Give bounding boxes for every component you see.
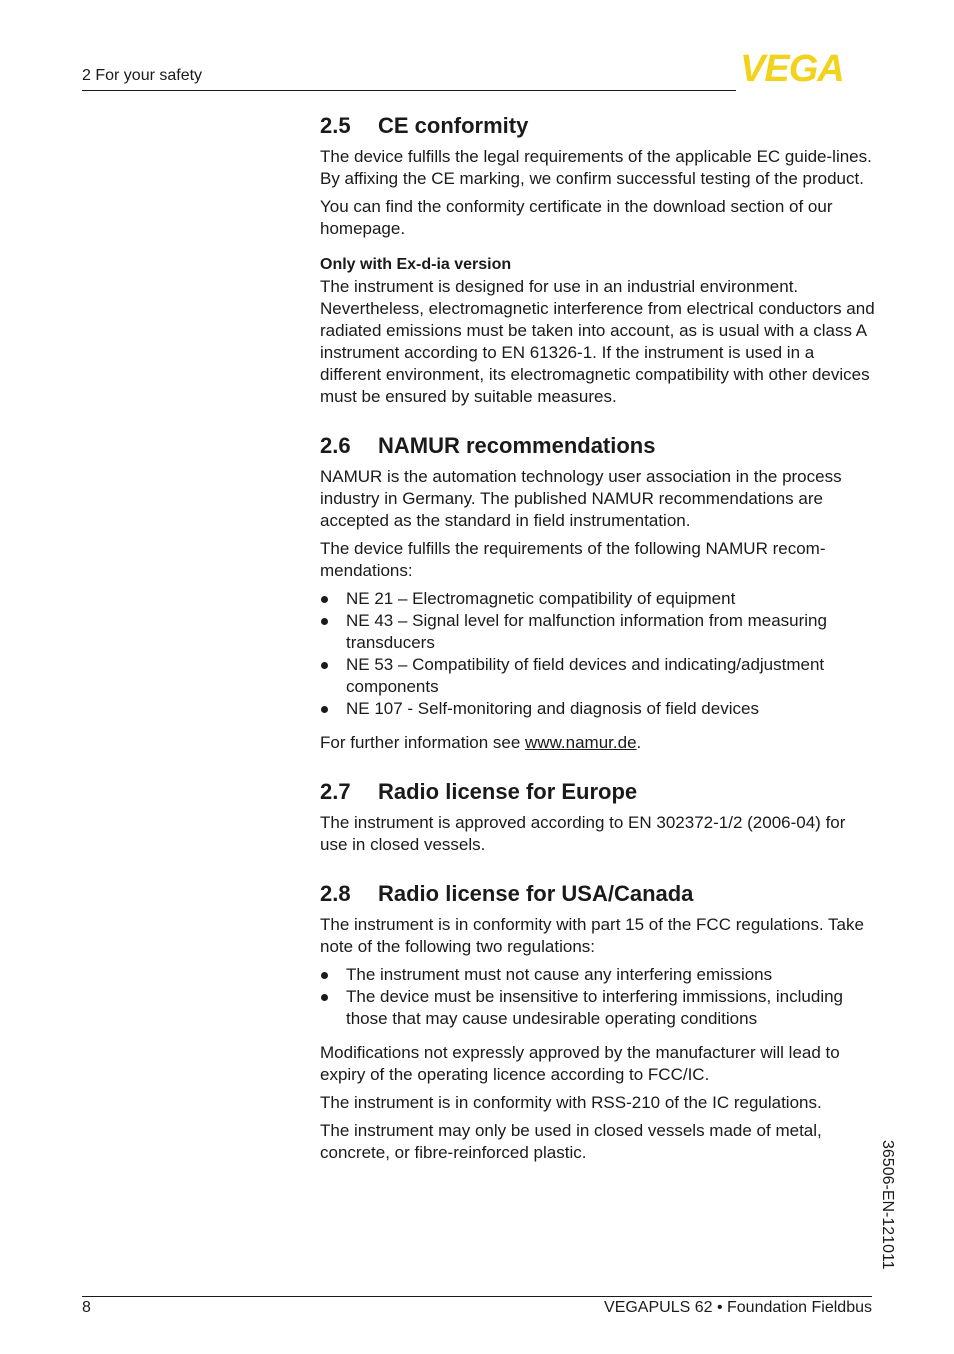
bullet-list [320,964,876,1030]
section-radio-europe [320,778,876,856]
page-number: 8 [82,1299,91,1316]
list-item: NE 43 – Signal level for malfunction information from measuring transducers [320,610,876,654]
section-ce-conformity [320,112,876,408]
bullet-list [320,588,876,720]
section-heading: 2.7 Radio license for Europe [320,779,638,804]
paragraph: The instrument is approved according to EN 302372-1/2 (2006-04) for use in closed vessels. [320,813,846,854]
paragraph: The instrument may only be used in closed vessels made of metal, concrete, or fibre-reinforced plastic. [320,1121,822,1162]
section-heading: 2.6 NAMUR recommendations [320,433,656,458]
paragraph: You can find the conformity certificate in the download section of our homepage. [320,197,833,238]
paragraph: The device fulfills the legal requirements of the applicable EC guide-lines. By affixing the CE marking, we confirm successful testing of the product. [320,147,872,188]
footer-product-name: VEGAPULS 62 • Foundation Fieldbus [604,1299,872,1316]
header-divider [82,90,736,91]
paragraph: Modifications not expressly approved by the manufacturer will lead to expiry of the operating licence according to FCC/IC. [320,1043,840,1084]
paragraph: For further information see www.namur.de. [320,733,642,752]
subheading: Only with Ex-d-ia version [320,256,512,273]
list-item: NE 21 – Electromagnetic compatibility of equipment [320,588,876,610]
paragraph: The instrument is in conformity with part 15 of the FCC regulations. Take note of the following two regulations: [320,915,864,956]
logo-wordmark: VEGA [740,50,844,84]
list-item: The instrument must not cause any interfering emissions [320,964,876,986]
namur-link[interactable]: www.namur.de [525,733,637,752]
paragraph: NAMUR is the automation technology user association in the process industry in Germany. The published NAMUR recommendations are accepted as the standard in field instrumentation. [320,467,842,530]
section-namur [320,432,876,754]
list-item: NE 53 – Compatibility of field devices and indicating/adjustment components [320,654,876,698]
list-item: NE 107 - Self-monitoring and diagnosis of field devices [320,698,876,720]
paragraph: The device fulfills the requirements of the following NAMUR recom-mendations: [320,539,826,580]
section-heading: 2.5 CE conformity [320,113,529,138]
paragraph: The instrument is designed for use in an industrial environment. Nevertheless, electromagnetic interference from electrical conductors and radiated emissions must be taken into account, as is usual with a class A instrument according to EN 61326-1. If the instrument is used in a different environment, its electromagnetic compatibility with other devices must be ensured by suitable measures. [320,277,875,406]
document-code: 36506-EN-121011 [879,1140,896,1270]
section-radio-usa-canada [320,880,876,1164]
running-header: 2 For your safety [82,67,203,84]
vega-logo [740,50,872,84]
list-item: The device must be insensitive to interfering immissions, including those that may cause undesirable operating conditions [320,986,876,1030]
paragraph: The instrument is in conformity with RSS-210 of the IC regulations. [320,1093,822,1112]
section-heading: 2.8 Radio license for USA/Canada [320,881,694,906]
main-content [320,112,876,1170]
footer-divider [82,1296,872,1297]
